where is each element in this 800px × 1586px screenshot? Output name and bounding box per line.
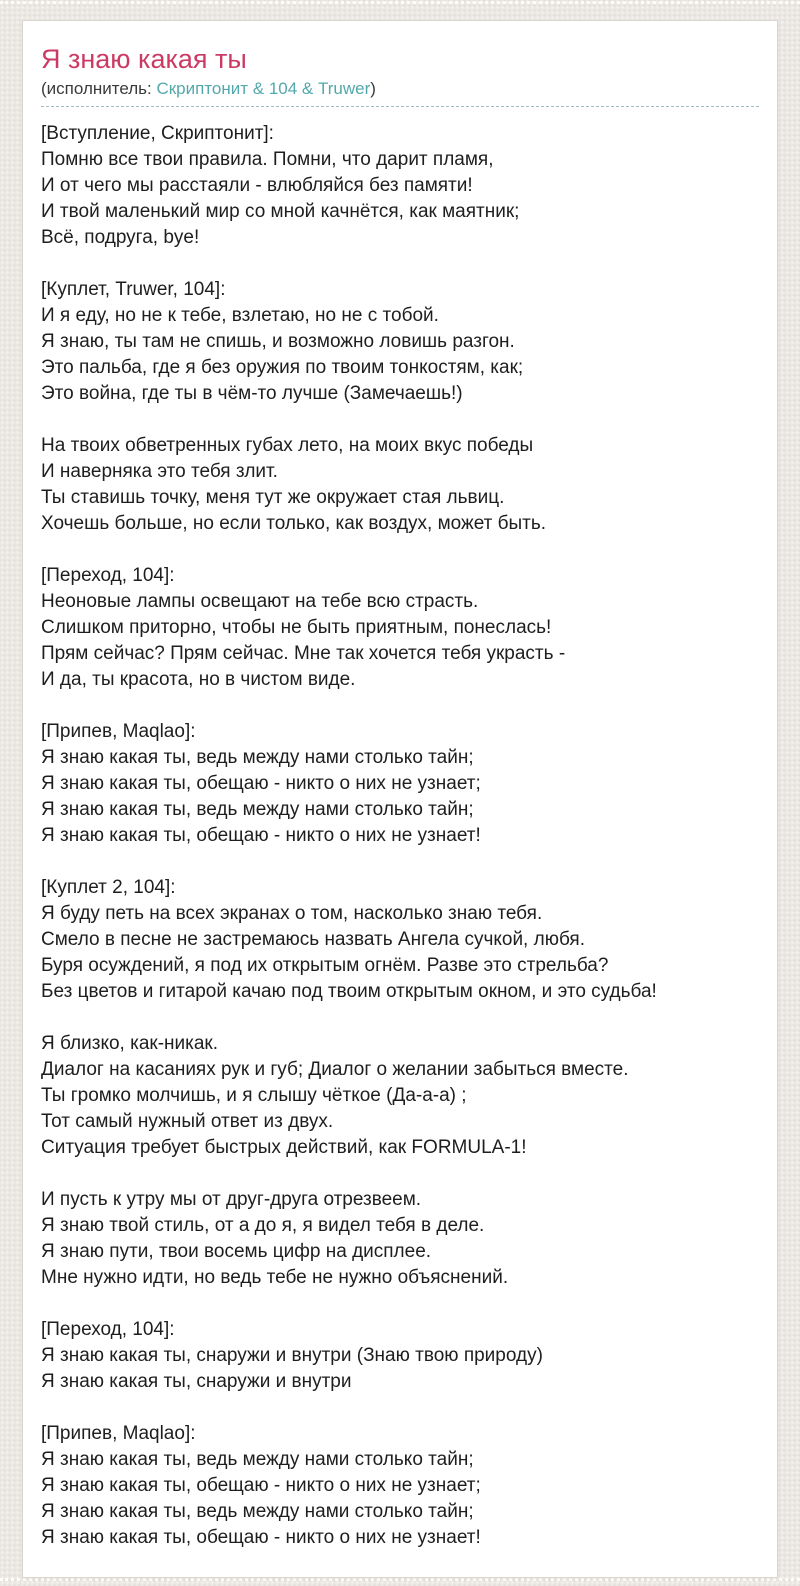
lyric-line: Диалог на касаниях рук и губ; Диалог о желании забыться вместе.	[41, 1059, 629, 1080]
artist-subtitle	[41, 78, 759, 107]
lyric-line: Буря осуждений, я под их открытым огнём. Разве это стрельба?	[41, 955, 609, 976]
lyric-line: [Куплет, Truwer, 104]:	[41, 279, 226, 300]
lyric-line: И от чего мы расстаяли - влюбляйся без памяти!	[41, 175, 473, 196]
lyric-line: Я знаю какая ты, обещаю - никто о них не узнает!	[41, 825, 481, 846]
lyrics-stanza	[41, 1421, 759, 1551]
lyric-line: Неоновые лампы освещают на тебе всю страсть.	[41, 591, 479, 612]
lyric-line: И наверняка это тебя злит.	[41, 461, 278, 482]
artist-label-prefix: (исполнитель:	[41, 79, 157, 98]
lyric-line: Помню все твои правила. Помни, что дарит пламя,	[41, 149, 494, 170]
lyric-line: Ты ставишь точку, меня тут же окружает стая львиц.	[41, 487, 505, 508]
lyric-line: Мне нужно идти, но ведь тебе не нужно объяснений.	[41, 1267, 509, 1288]
lyric-line: Я знаю пути, твои восемь цифр на дисплее.	[41, 1241, 432, 1262]
lyrics-stanza	[41, 1317, 759, 1395]
lyric-line: И я еду, но не к тебе, взлетаю, но не с тобой.	[41, 305, 439, 326]
lyrics-stanza	[41, 277, 759, 407]
lyric-line: Ты громко молчишь, и я слышу чёткое (Да-а-а) ;	[41, 1085, 467, 1106]
lyric-line: [Куплет 2, 104]:	[41, 877, 176, 898]
lyric-line: Без цветов и гитарой качаю под твоим открытым окном, и это судьба!	[41, 981, 657, 1002]
lyrics-stanza	[41, 719, 759, 849]
lyric-line: Всё, подруга, bye!	[41, 227, 200, 248]
lyric-line: Я знаю какая ты, ведь между нами столько тайн;	[41, 747, 474, 768]
lyrics	[41, 121, 759, 1551]
lyric-line: [Припев, Maqlao]:	[41, 721, 196, 742]
lyric-line: И да, ты красота, но в чистом виде.	[41, 669, 356, 690]
lyric-line: Я знаю, ты там не спишь, и возможно ловишь разгон.	[41, 331, 515, 352]
lyric-line: Я близко, как-никак.	[41, 1033, 219, 1054]
lyric-line: Хочешь больше, но если только, как воздух, может быть.	[41, 513, 547, 534]
lyrics-card	[22, 20, 778, 1578]
lyric-line: Тот самый нужный ответ из двух.	[41, 1111, 334, 1132]
lyric-line: Это пальба, где я без оружия по твоим тонкостям, как;	[41, 357, 524, 378]
lyrics-stanza	[41, 433, 759, 537]
lyric-line: Я знаю какая ты, обещаю - никто о них не узнает;	[41, 773, 481, 794]
lyric-line: Я знаю твой стиль, от а до я, я видел тебя в деле.	[41, 1215, 485, 1236]
artist-link[interactable]: Скриптонит & 104 & Truwer	[156, 79, 371, 98]
page-title: Я знаю какая ты	[41, 44, 247, 74]
lyric-line: На твоих обветренных губах лето, на моих вкус победы	[41, 435, 534, 456]
lyric-line: Слишком приторно, чтобы не быть приятным, понеслась!	[41, 617, 552, 638]
lyric-line: [Вступление, Скриптонит]:	[41, 123, 274, 144]
lyric-line: Я знаю какая ты, ведь между нами столько тайн;	[41, 799, 474, 820]
lyric-line: Я знаю какая ты, снаружи и внутри (Знаю твою природу)	[41, 1345, 543, 1366]
lyric-line: [Припев, Maqlao]:	[41, 1423, 196, 1444]
lyric-line: Ситуация требует быстрых действий, как FORMULA-1!	[41, 1137, 527, 1158]
lyric-line: Прям сейчас? Прям сейчас. Мне так хочется тебя украсть -	[41, 643, 566, 664]
lyrics-stanza	[41, 1187, 759, 1291]
lyric-line: Смело в песне не застремаюсь назвать Ангела сучкой, любя.	[41, 929, 585, 950]
lyric-line: Я знаю какая ты, обещаю - никто о них не узнает;	[41, 1475, 481, 1496]
lyric-line: Это война, где ты в чём-то лучше (Замечаешь!)	[41, 383, 463, 404]
lyric-line: [Переход, 104]:	[41, 1319, 175, 1340]
lyric-line: [Переход, 104]:	[41, 565, 175, 586]
lyrics-stanza	[41, 1031, 759, 1161]
page-top-dotted-border	[0, 1, 800, 4]
lyric-line: Я знаю какая ты, обещаю - никто о них не узнает!	[41, 1527, 481, 1548]
lyrics-stanza	[41, 875, 759, 1005]
lyric-line: И пусть к утру мы от друг-друга отрезвеем.	[41, 1189, 422, 1210]
lyric-line: Я знаю какая ты, ведь между нами столько тайн;	[41, 1449, 474, 1470]
artist-label-suffix: )	[370, 79, 376, 98]
lyric-line: Я знаю какая ты, ведь между нами столько тайн;	[41, 1501, 474, 1522]
lyrics-stanza	[41, 563, 759, 693]
lyric-line: Я знаю какая ты, снаружи и внутри	[41, 1371, 352, 1392]
page-bottom-dotted-border	[0, 1578, 800, 1581]
lyrics-stanza	[41, 121, 759, 251]
lyric-line: И твой маленький мир со мной качнётся, как маятник;	[41, 201, 520, 222]
lyric-line: Я буду петь на всех экранах о том, насколько знаю тебя.	[41, 903, 543, 924]
